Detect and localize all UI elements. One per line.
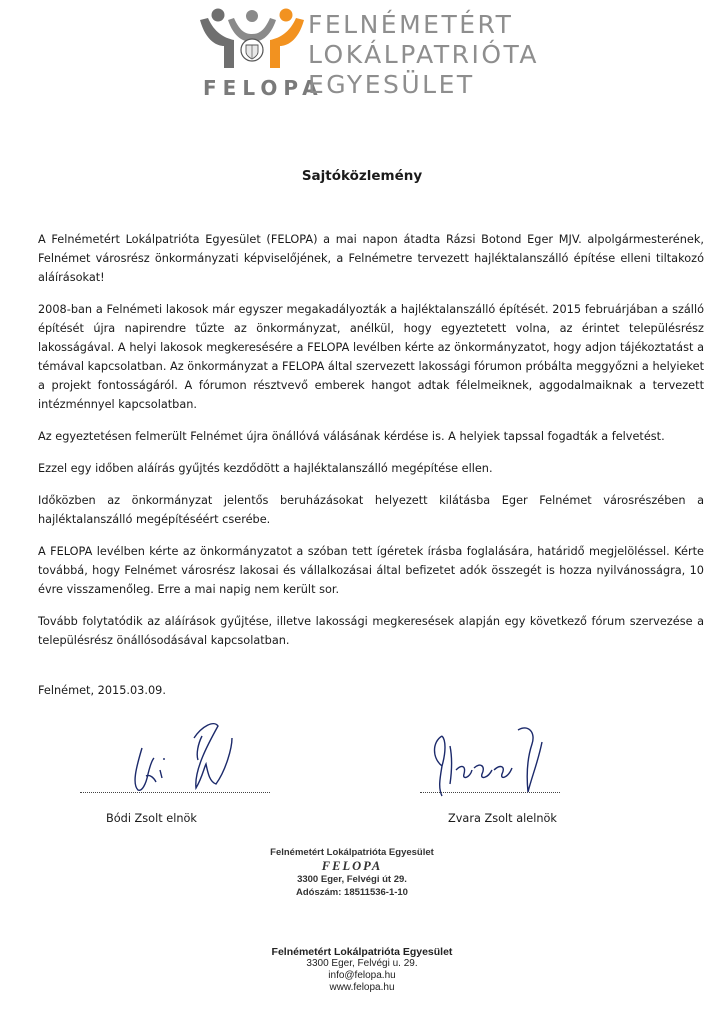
signature-block-president — [76, 708, 306, 828]
stamp-tax-number: Adószám: 18511536-1-10 — [296, 887, 408, 898]
org-name-line-3: EGYESÜLET — [308, 70, 475, 99]
handwritten-signature-icon — [420, 722, 590, 802]
document-body — [38, 230, 704, 663]
paragraph: Az egyeztetésen felmerült Felnémet újra önállóvá válásának kérdése is. A helyiek tapssal fogadták a felvetést. — [38, 430, 665, 443]
handwritten-signature-icon — [76, 708, 306, 798]
document-title: Sajtóközlemény — [301, 168, 423, 184]
paragraph: Ezzel egy időben aláírás gyűjtés kezdődött a hajléktalanszálló megépítése ellen. — [38, 462, 493, 475]
signature-line — [80, 792, 270, 793]
signature-line — [420, 792, 560, 793]
letterhead — [0, 0, 724, 110]
footer-website-link[interactable]: www.felopa.hu — [329, 982, 395, 993]
place-date: Felnémet, 2015.03.09. — [38, 684, 166, 697]
signature-block-vice-president — [420, 722, 590, 828]
logo-wordmark: FELOPA — [203, 76, 324, 100]
organization-stamp — [252, 846, 452, 899]
stamp-address: 3300 Eger, Felvégi út 29. — [297, 874, 407, 885]
org-name-line-2: LOKÁLPATRIÓTA — [308, 40, 539, 69]
paragraph: A Felnémetért Lokálpatrióta Egyesület (FELOPA) a mai napon átadta Rázsi Botond Eger MJV. alpolgármesterének, Felnémet városrész önkormányzati képviselőjének, a Felnémetre tervezett hajléktalanszálló építése elleni tiltakozó aláírásokat! — [38, 233, 704, 284]
president-name: Bódi Zsolt elnök — [106, 812, 197, 825]
felopa-logo-icon — [196, 8, 308, 74]
footer-org-name: Felnémetért Lokálpatrióta Egyesület — [271, 946, 453, 958]
paragraph: Tovább folytatódik az aláírások gyűjtése, illetve lakossági megkeresések alapján egy következő fórum szervezése a településrész önállósodásával kapcsolatban. — [38, 615, 704, 647]
paragraph: A FELOPA levélben kérte az önkormányzatot a szóban tett ígéretek írásba foglalására, határidő megjelöléssel. Kérte továbbá, hogy Felnémet városrész lakosai és vállalkozásai által befizetet adók összegét is hozza nyilvánosságra, 10 évre visszamenőleg. Erre a mai napig nem került sor. — [38, 545, 704, 596]
stamp-org-name: Felnémetért Lokálpatrióta Egyesület — [270, 847, 434, 858]
paragraph: Időközben az önkormányzat jelentős beruházásokat helyezett kilátásba Eger Felnémet városrészében a hajléktalanszálló megépítéséért cserébe. — [38, 494, 704, 526]
page-footer — [212, 946, 512, 994]
footer-email-link[interactable]: info@felopa.hu — [328, 970, 396, 981]
paragraph: 2008-ban a Felnémeti lakosok már egyszer megakadályozták a hajléktalanszálló építését. 2015 februárjában a szálló építését újra napirendre tűzte az önkormányzat, anélkül, hogy egyeztetett volna, az érintet településrész lakosságával. A helyi lakosok megkeresésére a FELOPA levélben kérte az önkormányzatot, hogy adjon tájékoztatást a témával kapcsolatban. Az önkormányzat a FELOPA által szervezett lakossági fórumon próbálta meggyőzni a helyieket a projekt fontosságáról. A fórumon résztvevő emberek hangot adtak félelmeiknek, aggodalmaiknak a tervezett intézménnyel kapcsolatban. — [38, 303, 704, 411]
org-name-line-1: FELNÉMETÉRT — [308, 10, 514, 39]
footer-address: 3300 Eger, Felvégi u. 29. — [306, 958, 418, 969]
vice-president-name: Zvara Zsolt alelnök — [448, 812, 557, 825]
stamp-acronym: FELOPA — [321, 859, 383, 873]
